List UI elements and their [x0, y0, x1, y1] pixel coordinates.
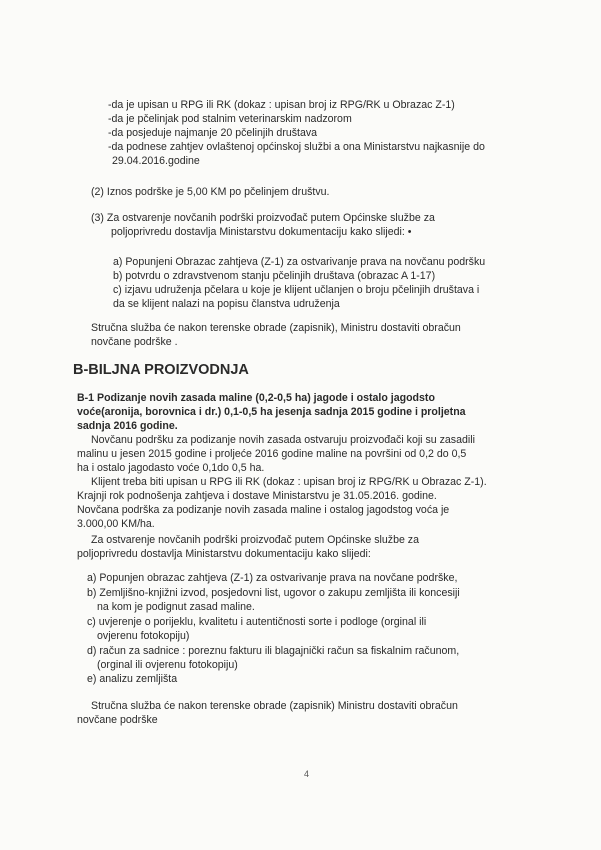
- b1-body-line: Za ostvarenje novčanih podrški proizvođač putem Općinske službe za: [91, 534, 419, 546]
- requirement-item: -da posjeduje najmanje 20 pčelinjih društava: [108, 127, 318, 139]
- list-item: ovjerenu fotokopiju): [97, 630, 190, 642]
- paragraph-2: (2) Iznos podrške je 5,00 KM po pčelinjem društvu.: [91, 186, 330, 198]
- list-item: d) račun za sadnice : poreznu fakturu ili blagajnički račun sa fiskalnim računom,: [87, 645, 460, 657]
- paragraph-3-line: (3) Za ostvarenje novčanih podrški proizvođač putem Općinske službe za: [91, 212, 435, 224]
- b1-body-line: poljoprivredu dostavlja Ministarstvu dokumentaciju kako slijedi:: [77, 548, 371, 560]
- section-heading: B-BILJNA PROIZVODNJA: [73, 362, 249, 378]
- b1-body-line: Klijent treba biti upisan u RPG ili RK (dokaz : upisan broj iz RPG/RK u Obrazac Z-1).: [91, 476, 487, 488]
- list-item: da se klijent nalazi na popisu članstva udruženja: [113, 298, 340, 310]
- list-item: c) izjavu udruženja pčelara u koje je klijent učlanjen o broju pčelinjih društava i: [113, 284, 480, 296]
- requirement-item: -da podnese zahtjev ovlaštenoj općinskoj službi a ona Ministarstvu najkasnije do: [108, 141, 485, 153]
- b1-title-line: sadnja 2016 godine.: [77, 420, 178, 432]
- list-item: na kom je podignut zasad maline.: [97, 601, 255, 613]
- requirement-item: -da je pčelinjak pod stalnim veterinarskim nadzorom: [108, 113, 352, 125]
- list-item: c) uvjerenje o porijeklu, kvalitetu i autentičnosti sorte i podloge (orginal ili: [87, 616, 427, 628]
- b1-title-line: voće(aronija, borovnica i dr.) 0,1-0,5 ha jesenja sadnja 2015 godine i proljetna: [77, 406, 466, 418]
- b1-body-line: malinu u jesen 2015 godine i proljeće 2016 godine maline na površini od 0,2 do 0,5: [77, 448, 467, 460]
- b1-body-line: Krajnji rok podnošenja zahtjeva i dostave Ministarstvu je 31.05.2016. godine.: [77, 490, 437, 502]
- service-note-line: novčane podrške: [77, 714, 158, 726]
- list-item: (orginal ili ovjerenu fotokopiju): [97, 659, 238, 671]
- b1-title-line: B-1 Podizanje novih zasada maline (0,2-0,5 ha) jagode i ostalo jagodsto: [77, 392, 435, 404]
- b1-body-line: Novčanu podršku za podizanje novih zasada ostvaruju proizvođači koji su zasadili: [91, 434, 475, 446]
- list-item: b) Zemljišno-knjižni izvod, posjedovni list, ugovor o zakupu zemljišta ili koncesiji: [87, 587, 460, 599]
- requirement-item: -da je upisan u RPG ili RK (dokaz : upisan broj iz RPG/RK u Obrazac Z-1): [108, 99, 455, 111]
- list-item: a) Popunjeni Obrazac zahtjeva (Z-1) za ostvarivanje prava na novčanu podršku: [113, 256, 486, 268]
- paragraph-3-line: poljoprivredu dostavlja Ministarstvu dokumentaciju kako slijedi: •: [111, 226, 412, 238]
- requirement-item: 29.04.2016.godine: [112, 155, 200, 167]
- service-note-line: Stručna služba će nakon terenske obrade (zapisnik), Ministru dostaviti obračun: [91, 322, 461, 334]
- list-item: b) potvrdu o zdravstvenom stanju pčelinjih društava (obrazac A 1-17): [113, 270, 436, 282]
- list-item: a) Popunjen obrazac zahtjeva (Z-1) za ostvarivanje prava na novčane podrške,: [87, 572, 458, 584]
- service-note-line: Stručna služba će nakon terenske obrade (zapisnik) Ministru dostaviti obračun: [91, 700, 458, 712]
- list-item: e) analizu zemljišta: [87, 673, 178, 685]
- page-number: 4: [304, 769, 310, 779]
- b1-body-line: 3.000,00 KM/ha.: [77, 518, 155, 530]
- service-note-line: novčane podrške .: [91, 336, 178, 348]
- b1-body-line: ha i ostalo jagodasto voće 0,1do 0,5 ha.: [77, 462, 265, 474]
- b1-body-line: Novčana podrška za podizanje novih zasada maline i ostalog jagodstog voća je: [77, 504, 450, 516]
